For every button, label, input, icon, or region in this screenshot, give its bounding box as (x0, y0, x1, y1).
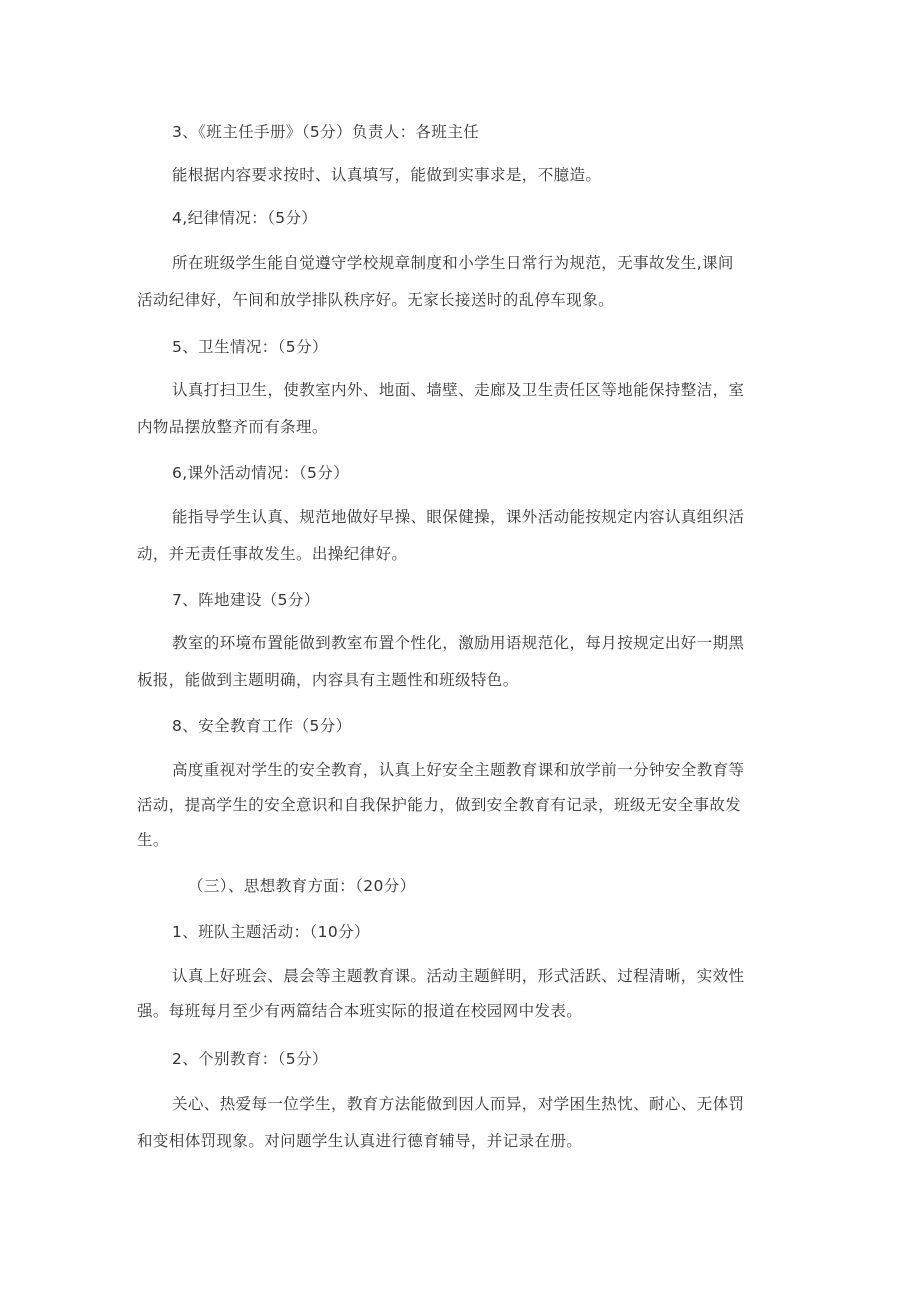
paragraph-line: 所在班级学生能自觉遵守学校规章制度和小学生日常行为规范，无事故发生,课间 (172, 254, 734, 272)
paragraph-line: 关心、热爱每一位学生，教育方法能做到因人而异，对学困生热忱、耐心、无体罚 (172, 1095, 745, 1113)
section-heading: 6,课外活动情况：（5分） (172, 464, 350, 482)
section-heading: 3、《班主任手册》（5分）负责人：各班主任 (172, 123, 480, 141)
paragraph-line: 能根据内容要求按时、认真填写，能做到实事求是，不臆造。 (172, 166, 602, 184)
paragraph-line: 认真上好班会、晨会等主题教育课。活动主题鲜明，形式活跃、过程清晰，实效性 (172, 967, 745, 985)
paragraph-line: 内物品摆放整齐而有条理。 (137, 418, 328, 436)
paragraph-line: 能指导学生认真、规范地做好早操、眼保健操，课外活动能按规定内容认真组织活 (172, 508, 745, 526)
section-heading: 2、个别教育：（5分） (172, 1050, 328, 1068)
paragraph-line: 生。 (137, 831, 169, 849)
section-heading: 7、阵地建设（5分） (172, 591, 320, 609)
paragraph-line: 动，并无责任事故发生。出操纪律好。 (137, 545, 408, 563)
paragraph-line: 认真打扫卫生，使教室内外、地面、墙壁、走廊及卫生责任区等地能保持整洁，室 (172, 381, 745, 399)
paragraph-line: 高度重视对学生的安全教育，认真上好安全主题教育课和放学前一分钟安全教育等 (172, 761, 745, 779)
paragraph-line: 板报，能做到主题明确，内容具有主题性和班级特色。 (137, 671, 519, 689)
section-heading: （三）、思想教育方面：（20分） (188, 877, 416, 895)
paragraph-line: 活动，提高学生的安全意识和自我保护能力，做到安全教育有记录，班级无安全事故发 (137, 796, 742, 814)
section-heading: 8、安全教育工作（5分） (172, 717, 352, 735)
section-heading: 4,纪律情况：（5分） (172, 209, 318, 227)
paragraph-line: 活动纪律好，午间和放学排队秩序好。无家长接送时的乱停车现象。 (137, 291, 615, 309)
section-heading: 1、班队主题活动：（10分） (172, 923, 370, 941)
paragraph-line: 教室的环境布置能做到教室布置个性化，激励用语规范化，每月按规定出好一期黑 (172, 634, 745, 652)
section-heading: 5、卫生情况：（5分） (172, 338, 328, 356)
paragraph-line: 和变相体罚现象。对问题学生认真进行德育辅导，并记录在册。 (137, 1132, 583, 1150)
paragraph-line: 强。每班每月至少有两篇结合本班实际的报道在校园网中发表。 (137, 1002, 583, 1020)
